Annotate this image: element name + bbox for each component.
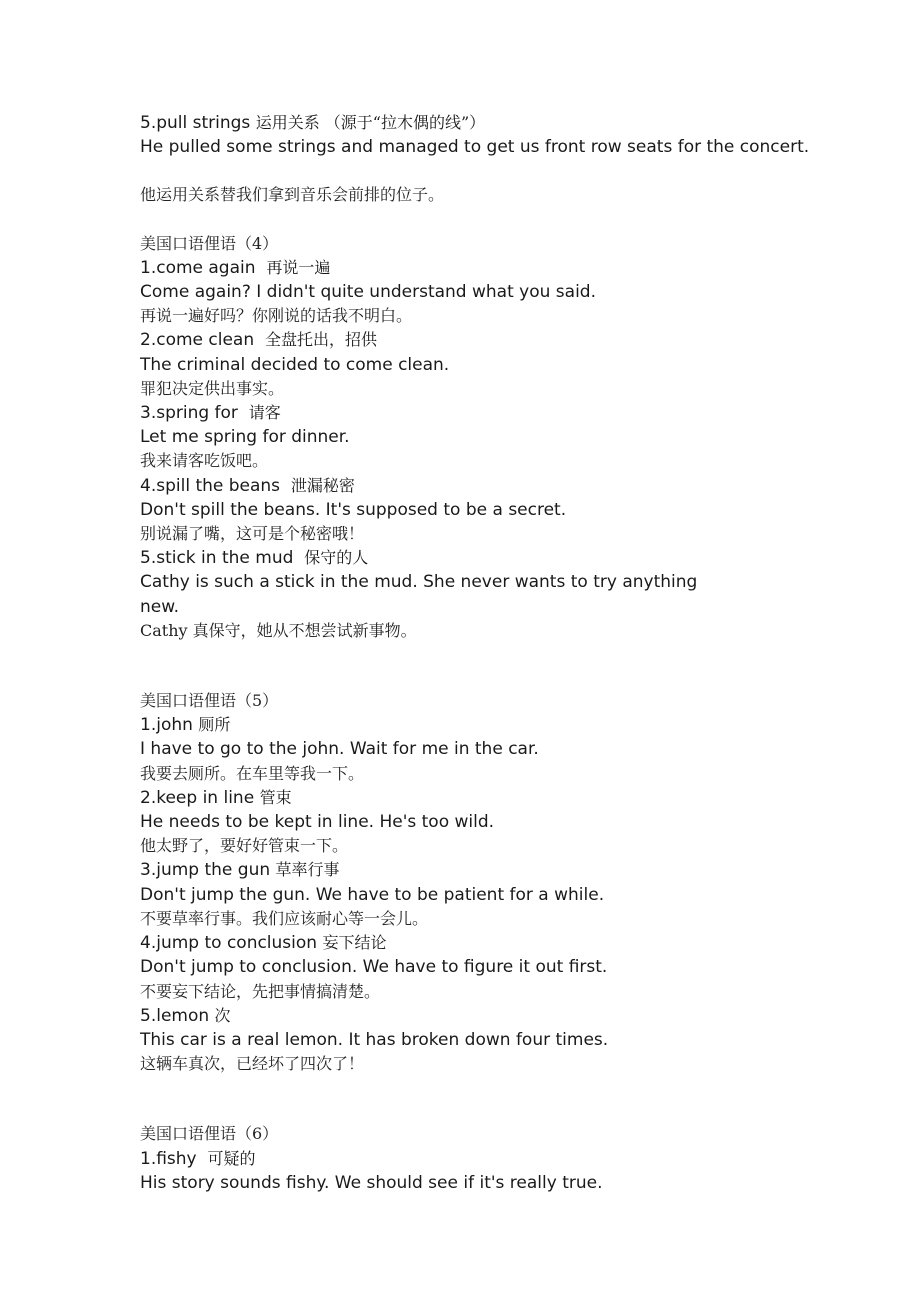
entry-example: Come again? I didn't quite understand what you said. — [140, 282, 596, 303]
slang-entry — [140, 1147, 820, 1195]
entry-heading — [140, 474, 820, 498]
entry-example: Let me spring for dinner. — [140, 427, 350, 448]
entry-term: 1.john — [140, 715, 193, 736]
entry-translation: 他太野了，要好好管束一下。 — [140, 836, 349, 856]
slang-entry-pull-strings — [140, 111, 820, 208]
entry-heading — [140, 111, 820, 135]
entry-translation: 他运用关系替我们拿到音乐会前排的位子。 — [140, 185, 445, 205]
entry-meaning: 草率行事 — [275, 860, 340, 880]
section-title: 美国口语俚语（5） — [140, 691, 279, 711]
entry-meaning: 请客 — [248, 403, 281, 423]
entry-translation: 不要妄下结论，先把事情搞清楚。 — [140, 981, 381, 1001]
entry-term: 2.come clean — [140, 330, 255, 351]
entry-example: He pulled some strings and managed to get us front row seats for the concert. — [140, 137, 810, 158]
entry-term: 3.jump the gun — [140, 860, 271, 881]
entry-example: Don't spill the beans. It's supposed to be a secret. — [140, 499, 567, 520]
section-title: 美国口语俚语（4） — [140, 233, 279, 253]
entry-translation: 罪犯决定供出事实。 — [140, 378, 285, 398]
entry-heading — [140, 401, 820, 425]
entry-meaning: 次 — [214, 1005, 231, 1025]
entry-meaning: 可疑的 — [207, 1148, 256, 1168]
entry-translation: 我要去厕所。在车里等我一下。 — [140, 763, 365, 783]
section-title: 美国口语俚语（6） — [140, 1124, 279, 1144]
entry-heading — [140, 1004, 820, 1028]
entry-term: 1.come again — [140, 257, 256, 278]
entry-example: This car is a real lemon. It has broken down four times. — [140, 1029, 609, 1050]
entry-heading — [140, 858, 820, 882]
entry-example: Don't jump the gun. We have to be patient for a while. — [140, 884, 605, 905]
slang-entry — [140, 474, 820, 547]
entry-heading — [140, 786, 820, 810]
slang-entry — [140, 328, 820, 401]
entry-example-line1: Cathy is such a stick in the mud. She never wants to try anything — [140, 572, 698, 593]
entry-heading — [140, 713, 820, 737]
entry-term: 4.spill the beans — [140, 475, 281, 496]
entry-example-line2: new. — [140, 596, 179, 617]
entry-meaning: 妄下结论 — [322, 933, 387, 953]
entry-translation: 不要草率行事。我们应该耐心等一会儿。 — [140, 908, 429, 928]
entry-meaning: 全盘托出，招供 — [264, 330, 377, 350]
slang-entry — [140, 858, 820, 931]
entry-term: 1.fishy — [140, 1148, 197, 1169]
spacer — [140, 1076, 820, 1122]
entry-meaning: 运用关系 （源于“拉木偶的线”） — [255, 113, 486, 132]
entry-example: His story sounds fishy. We should see if it's really true. — [140, 1172, 603, 1193]
entry-translation: 我来请客吃饭吧。 — [140, 451, 269, 471]
section-4 — [140, 232, 820, 643]
entry-term: 3.spring for — [140, 403, 238, 424]
section-5 — [140, 689, 820, 1076]
slang-entry — [140, 1004, 820, 1077]
entry-term: 5.stick in the mud — [140, 548, 294, 569]
entry-translation: 这辆车真次，已经坏了四次了！ — [140, 1054, 365, 1074]
entry-heading — [140, 546, 820, 570]
slang-entry — [140, 713, 820, 786]
entry-meaning: 管束 — [259, 787, 292, 807]
slang-entry — [140, 786, 820, 859]
section-6 — [140, 1122, 820, 1195]
entry-heading — [140, 328, 820, 352]
entry-example: The criminal decided to come clean. — [140, 354, 450, 375]
entry-meaning: 保守的人 — [304, 548, 369, 568]
entry-example: I have to go to the john. Wait for me in the car. — [140, 739, 539, 760]
slang-entry — [140, 256, 820, 329]
entry-meaning: 泄漏秘密 — [290, 475, 355, 495]
entry-heading — [140, 256, 820, 280]
entry-meaning: 再说一遍 — [266, 257, 331, 277]
slang-entry — [140, 401, 820, 474]
slang-entry — [140, 546, 820, 643]
entry-translation: 别说漏了嘴，这可是个秘密哦！ — [140, 524, 365, 544]
entry-term: 5.lemon — [140, 1005, 210, 1026]
spacer — [140, 159, 820, 183]
entry-translation: Cathy 真保守，她从不想尝试新事物。 — [140, 620, 417, 640]
entry-heading — [140, 931, 820, 955]
entry-term: 2.keep in line — [140, 787, 255, 808]
entry-example: Don't jump to conclusion. We have to figure it out first. — [140, 957, 608, 978]
entry-translation: 再说一遍好吗？你刚说的话我不明白。 — [140, 306, 413, 326]
entry-term: 5.pull strings — [140, 113, 251, 133]
entry-term: 4.jump to conclusion — [140, 933, 318, 954]
entry-heading — [140, 1147, 820, 1171]
document-body — [140, 111, 820, 1195]
spacer — [140, 208, 820, 232]
entry-meaning: 厕所 — [198, 715, 231, 735]
spacer — [140, 643, 820, 689]
slang-entry — [140, 931, 820, 1004]
entry-example: He needs to be kept in line. He's too wild. — [140, 812, 495, 833]
